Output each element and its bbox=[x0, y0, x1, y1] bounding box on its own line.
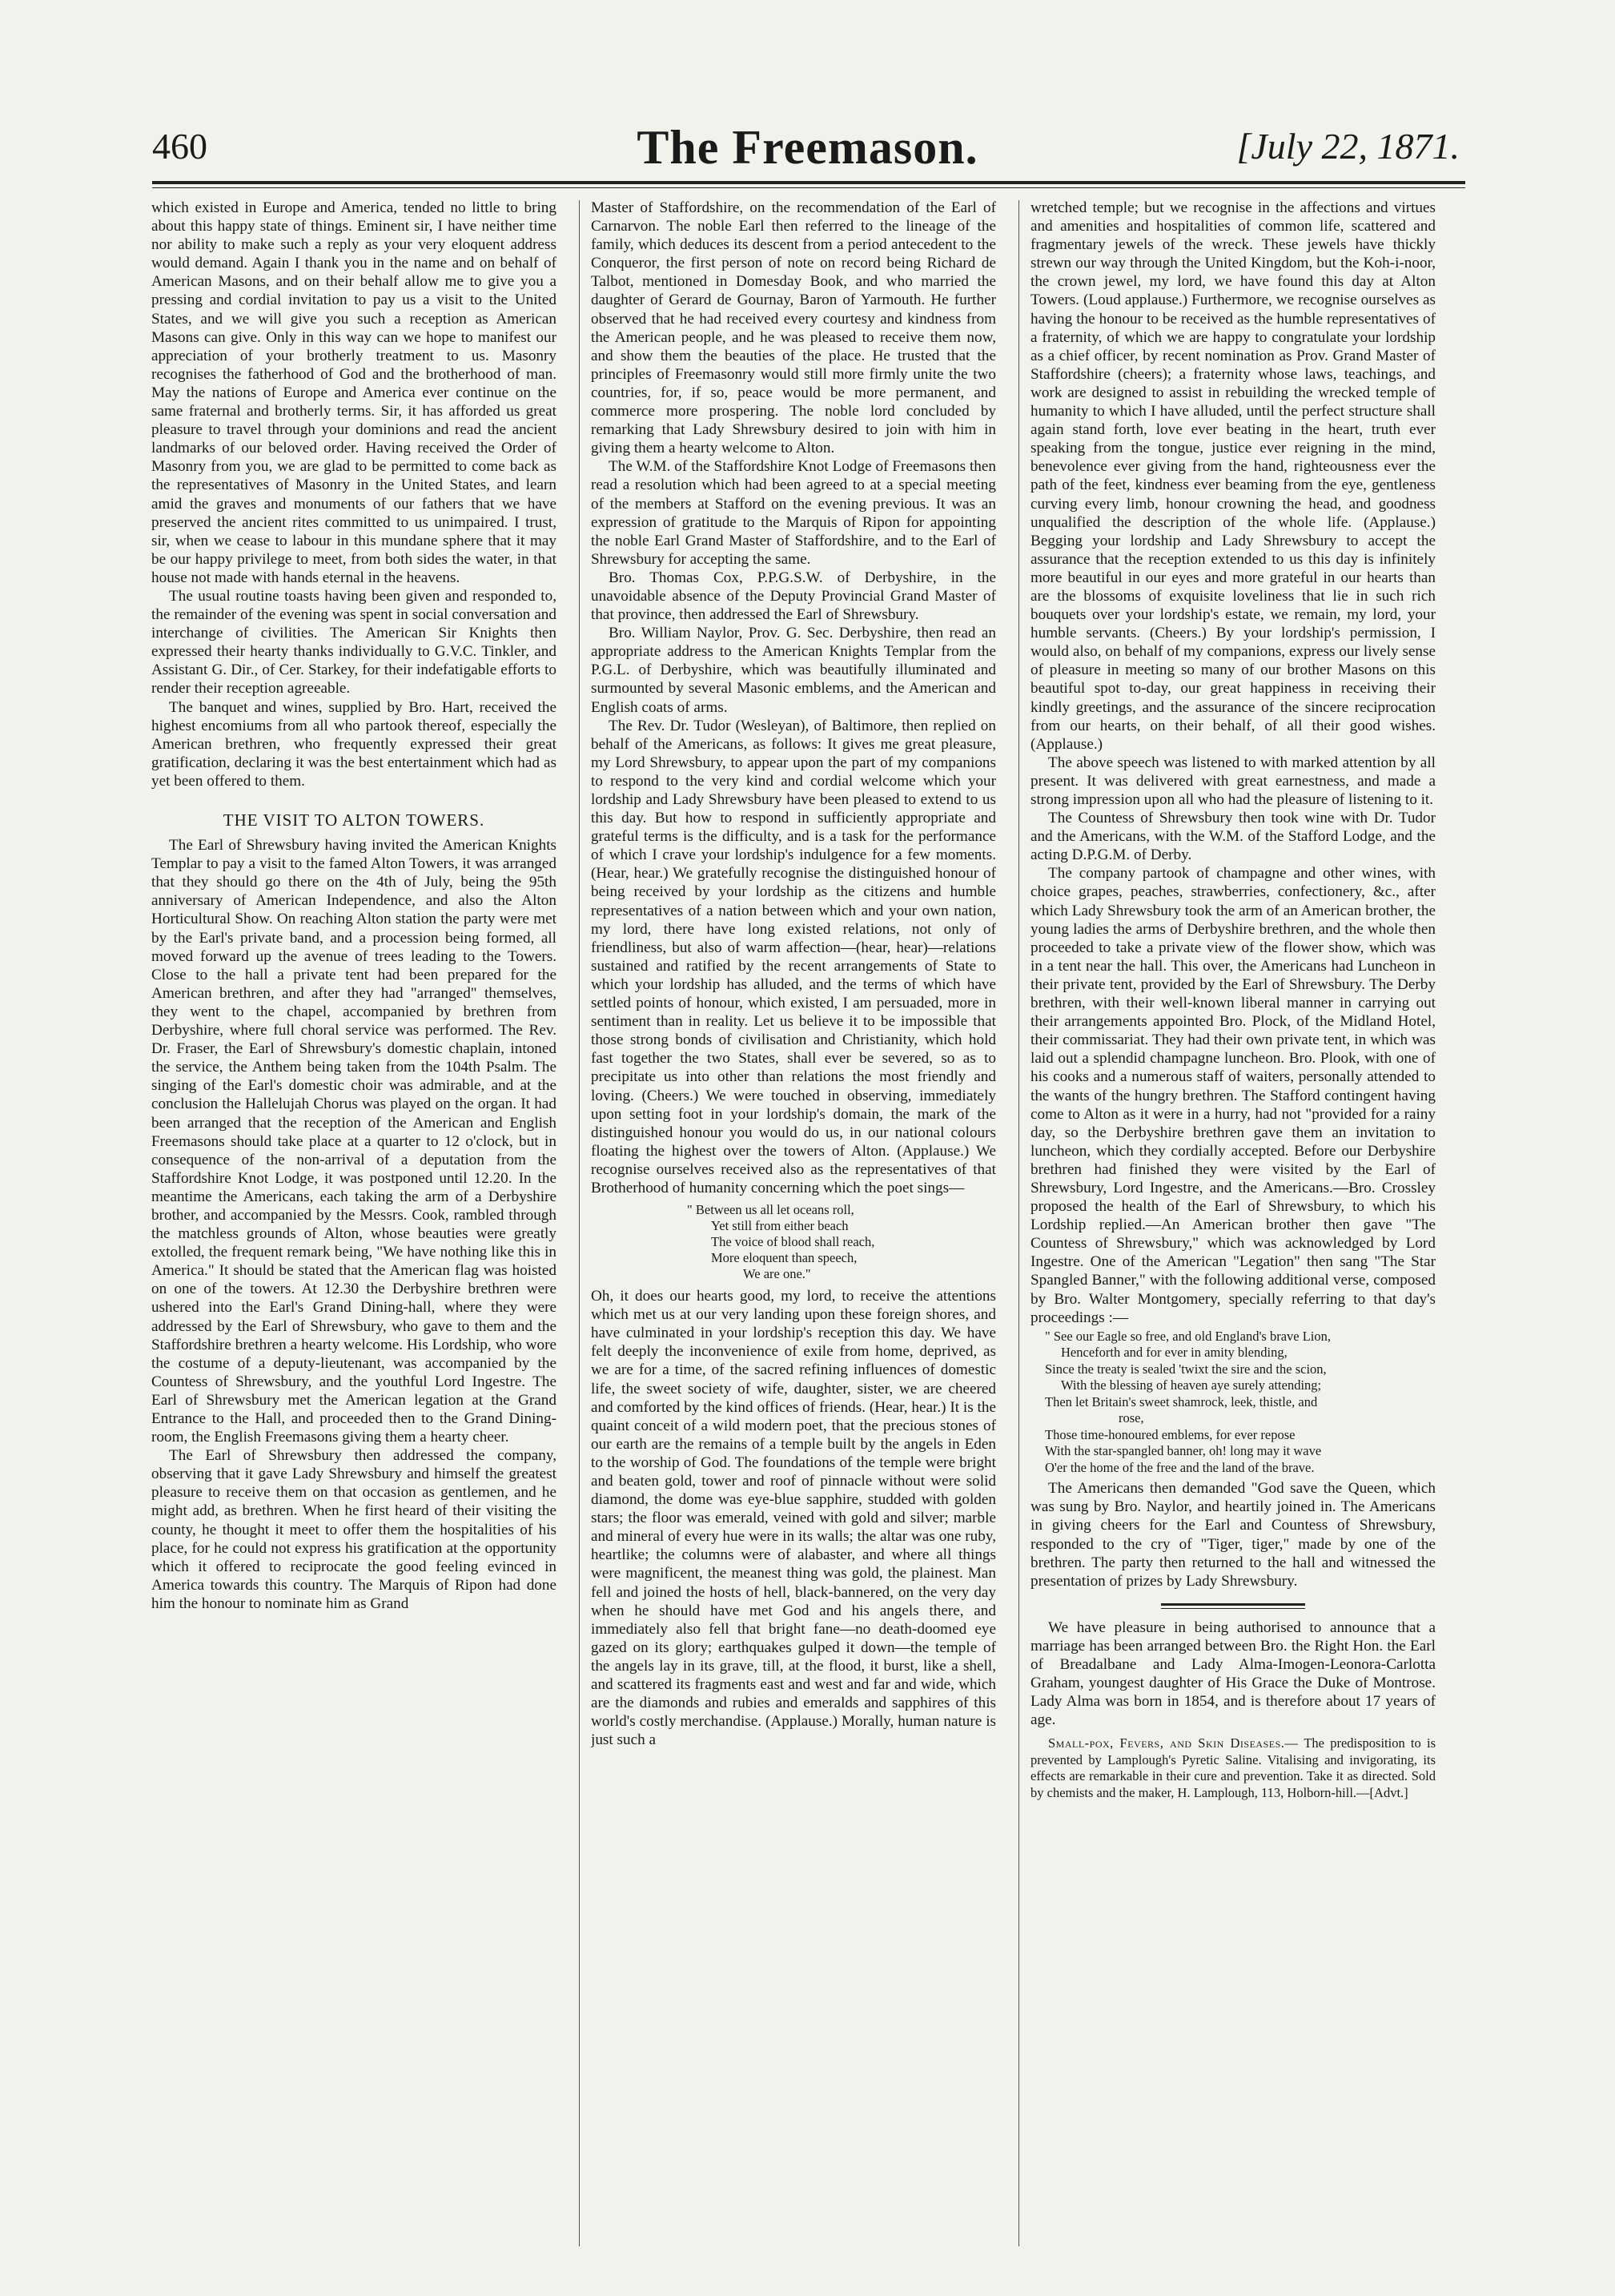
paragraph: wretched temple; but we recognise in the affections and virtues and amenities and hospitalities of common life, scattered and fragmentary jewels of the wreck. These jewels have thickly strewn our way through the United Kingdom, but the Koh-i-noor, the crown jewel, my lord, we have found this day at Alton Towers. (Loud applause.) Furthermore, we recognise ourselves as having the honour to be received as the humble representatives of a fraternity, of which we are happy to congratulate your lordship as a chief officer, by recent nomination as Prov. Grand Master of Staffordshire (cheers); a fraternity whose laws, teachings, and work are designed to assist in rebuilding the wrecked temple of humanity to which I have alluded, until the perfect structure shall again stand forth, love ever beating in the heart, truth ever speaking from the tongue, justice ever reigning in the mind, benevolence ever giving from the hand, righteousness ever the path of the feet, kindness ever beaming from the eye, gentleness curving every limb, honour crowning the head, and goodness unqualified the description of the whole life. (Applause.) Begging your lordship and Lady Shrewsbury to accept the assurance that the reception extended to us this day is infinitely more beautiful in our eyes and more grateful in our hearts than are the blossoms of exquisite loveliness that lie in such rich bouquets over your lordship's estate, we remain, my lord, your humble servants. (Cheers.) By your lordship's permission, I would also, on behalf of my companions, express our lively sense of pleasure in meeting so many of our brother Masons on this beautiful spot to-day, our great happiness in receiving their kindly greetings, and the assurance of the sincere reciprocation from our hearts, on their behalf, of all their good wishes. (Applause.) bbox=[1030, 199, 1436, 753]
masthead bbox=[144, 120, 1471, 184]
verse-line: Those time-honoured emblems, for ever repose bbox=[1045, 1426, 1296, 1442]
paragraph: The Earl of Shrewsbury having invited the American Knights Templar to pay a visit to the famed Alton Towers, it was arranged that they should go there on the 4th of July, being the 95th anniversary of American Independence, and also the Alton Horticultural Show. On reaching Alton station the party were met by the Earl's private band, and a procession being formed, all moved forward up the avenue of trees leading to the Towers. Close to the hall a private tent had been prepared for the American brethren, and after they had "arranged" themselves, they went to the chapel, accompanied by brethren from Derbyshire, where full choral service was performed. The Rev. Dr. Fraser, the Earl of Shrewsbury's domestic chaplain, intoned the service, the Anthem being taken from the 104th Psalm. The singing of the Earl's domestic choir was admirable, and at the conclusion the Hallelujah Chorus was played on the organ. It had been arranged that the reception of the American and English Freemasons should take place at a quarter to 12 o'clock, but in consequence of the non-arrival of a deputation from the Staffordshire Knot Lodge, it was postponed until 12.20. In the meantime the Americans, each taking the arm of a Derbyshire brother, and accompanied by the Messrs. Cook, rambled through the matchless grounds of Alton, whose beauties were greatly extolled, the frequent remark being, "We have nothing like this in America." It should be stated that the American flag was hoisted on one of the towers. At 12.30 the Derbyshire brethren were ushered into the Earl's Grand Dining-hall, where they were addressed by the Earl of Shrewsbury, who gave to them and the Staffordshire brethren a hearty welcome. His Lordship, who wore the costume of a deputy-lieutenant, was accompanied by the Countess of Shrewsbury, and the youthful Lord Ingestre. The Earl of Shrewsbury met the American legation at the Grand Entrance to the Hall, and proceeded then to the Grand Dining-room, the English Freemasons giving them a hearty cheer. bbox=[151, 837, 556, 1446]
column-divider bbox=[579, 200, 580, 2246]
column-3 bbox=[1030, 199, 1436, 2249]
verse-line: With the blessing of heaven aye surely attending; bbox=[1061, 1377, 1322, 1393]
column-2 bbox=[591, 199, 996, 2249]
verse-block bbox=[591, 1202, 996, 1282]
verse-line: Since the treaty is sealed 'twixt the sire and the scion, bbox=[1045, 1361, 1327, 1377]
paragraph: Master of Staffordshire, on the recommendation of the Earl of Carnarvon. The noble Earl then referred to the lineage of the family, which deduces its descent from a period antecedent to the Conqueror, the first person of note on record being Richard de Talbot, mentioned in Domesday Book, and who married the daughter of Gerard de Gournay, Baron of Yarmouth. He further observed that he had received every courtesy and kindness from the American people, and he was pleased to receive them now, and show them the beauties of the place. He trusted that the principles of Freemasonry would still more firmly unite the two countries, for, if so, peace would be more permanent, and commerce more prospering. The noble lord concluded by remarking that Lady Shrewsbury desired to join with him in giving them a hearty welcome to Alton. bbox=[591, 199, 996, 457]
verse-line: O'er the home of the free and the land of the brave. bbox=[1045, 1459, 1315, 1475]
column-1 bbox=[151, 199, 556, 2249]
verse-line: " See our Eagle so free, and old England's brave Lion, bbox=[1045, 1328, 1332, 1344]
paragraph: The company partook of champagne and other wines, with choice grapes, peaches, strawberries, confectionery, &c., after which Lady Shrewsbury took the arm of an American brother, the young ladies the arms of Derbyshire brethren, and the whole then proceeded to take a private view of the flower show, which was in a tent near the hall. This over, the Americans had Luncheon in their private tent, provided by the Earl of Shrewsbury. The Derby brethren, with their well-known liberal manner in carrying out their arrangements appointed Bro. Plock, of the Midland Hotel, their commissariat. They had their own private tent, in which was laid out a splendid champagne luncheon. Bro. Plook, with one of his cooks and a numerous staff of waiters, personally attended to the wants of the hungry brethren. The Stafford contingent having come to Alton as it were in a hurry, had not "provided for a rainy day, so the Derbyshire brethren gave them an invitation to luncheon, which they cordially accepted. Before our Derbyshire brethren had finished they were visited by the Earl of Shrewsbury, Lord Ingestre, and the Americans.—Bro. Crossley proposed the health of the Earl of Shrewsbury, to which his Lordship replied.—An American brother then gave "The Countess of Shrewsbury," which was acknowledged by Lord Ingestre. One of the American "Legation" then sang "The Star Spangled Banner," with the following additional verse, composed by Bro. Walter Montgomery, specially referring to that day's proceedings :— bbox=[1030, 865, 1436, 1326]
section-heading: THE VISIT TO ALTON TOWERS. bbox=[223, 810, 485, 830]
masthead-rule-thin bbox=[152, 187, 1465, 188]
verse-line: We are one." bbox=[743, 1266, 811, 1282]
paragraph: The Countess of Shrewsbury then took wine with Dr. Tudor and the Americans, with the W.M. of the Stafford Lodge, and the acting D.P.G.M. of Derby. bbox=[1030, 810, 1436, 864]
issue-date: [July 22, 1871. bbox=[1236, 126, 1460, 167]
section-divider bbox=[1161, 1603, 1305, 1606]
paragraph: The Americans then demanded "God save the Queen, which was sung by Bro. Naylor, and heartily joined in. The Americans in giving cheers for the Earl and Countess of Shrewsbury, responded to the cry of "Tiger, tiger," made by one of the brethren. The party then returned to the hall and witnessed the presentation of prizes by Lady Shrewsbury. bbox=[1030, 1480, 1436, 1590]
paragraph: The W.M. of the Staffordshire Knot Lodge of Freemasons then read a resolution which had been agreed to at a special meeting of the members at Stafford on the evening previous. It was an expression of gratitude to the Marquis of Ripon for appointing the noble Earl Grand Master of Staffordshire, and to the Earl of Shrewsbury for accepting the same. bbox=[591, 458, 996, 568]
verse-line: More eloquent than speech, bbox=[711, 1250, 858, 1266]
paper-title: The Freemason. bbox=[637, 121, 978, 174]
advert-body: The predisposition to is prevented by Lamplough's Pyretic Saline. Vitalising and invigorating, its effects are remarkable in their cure and prevention. Take it as directed. Sold by chemists and the maker, H. Lamplough, 113, Holborn-hill.—[Advt.] bbox=[1030, 1735, 1436, 1800]
advertisement bbox=[1030, 1735, 1436, 1801]
paragraph: which existed in Europe and America, tended no little to bring about this happy state of things. Eminent sir, I have neither time nor ability to make such a reply as your very eloquent address would demand. Again I thank you in the name and on behalf of American Masons, and on their behalf allow me to give you a pressing and cordial invitation to pay us a visit to the United States, and we will give you such a reception as American Masons can give. Only in this way can we hope to manifest our appreciation of your brotherly treatment to us. Masonry recognises the fatherhood of God and the brotherhood of man. May the nations of Europe and America ever continue on the same fraternal and brotherly terms. Sir, it has afforded us great pleasure to travel through your dominions and read the ancient landmarks of our beloved order. Having received the Order of Masonry from you, we are glad to be permitted to come back as the representatives of Masonry in the United States, and learn amid the graves and monuments of our fathers that we have preserved the ancient rites committed to us unimpaired. I trust, sir, when we cease to labour in this mundane sphere that it may be our happy privilege to meet, from both sides the water, in that house not made with hands eternal in the heavens. bbox=[151, 199, 556, 586]
paragraph: Bro. Thomas Cox, P.P.G.S.W. of Derbyshire, in the unavoidable absence of the Deputy Provincial Grand Master of that province, then addressed the Earl of Shrewsbury. bbox=[591, 569, 996, 624]
paragraph: The banquet and wines, supplied by Bro. Hart, received the highest encomiums from all who partook thereof, especially the American brethren, who frequently expressed their great gratification, declaring it was the best entertainment which had as yet been offered to them. bbox=[151, 698, 556, 790]
verse-line: The voice of blood shall reach, bbox=[711, 1234, 875, 1250]
column-divider bbox=[1018, 200, 1019, 2246]
paragraph: The above speech was listened to with marked attention by all present. It was delivered with great earnestness, and made a strong impression upon all who had the pleasure of listening to it. bbox=[1030, 754, 1436, 808]
paragraph: We have pleasure in being authorised to announce that a marriage has been arranged between Bro. the Right Hon. the Earl of Breadalbane and Lady Alma-Imogen-Leonora-Carlotta Graham, youngest daughter of His Grace the Duke of Montrose. Lady Alma was born in 1854, and is therefore about 17 years of age. bbox=[1030, 1618, 1436, 1729]
paragraph: Oh, it does our hearts good, my lord, to receive the attentions which met us at our very landing upon these foreign shores, and have culminated in your lordship's reception this day. We have felt deeply the inconvenience of exile from home, deprived, as we are for a time, of the sacred refining influences of domestic life, the sweet society of wife, daughter, sister, we are cheered and comforted by the kind offices of friends. (Hear, hear.) It is the quaint conceit of a wild modern poet, that the precious stones of our earth are the remains of a temple built by the angels in Eden to the worship of God. The foundations of the temple were bright and beaten gold, tower and roof of pinnacle without were solid diamond, the dome was eye-blue sapphire, studded with golden stars; the floor was emerald, veined with gold and silver; marble and mineral of every hue were in its walls; the altar was one ruby, heartlike; the columns were of alabaster, and where all things were magnificent, the meanest thing was gold, the plainest. Man fell and joined the hosts of hell, black-bannered, on the very day when he should have met God and his angels there, and immediately also fell that bright fane—no death-doomed eye gazed on its glory; earthquakes gulped it down—the temple of the angels lay in its grave, till, at the flood, it burst, like a shell, and scattered its fragments east and west and far and wide, which are the diamonds and rubies and emeralds and sapphires of this world's costly merchandise. (Applause.) Morally, human nature is just such a bbox=[591, 1288, 996, 1749]
verse-line: rose, bbox=[1119, 1410, 1144, 1426]
verse-line: Then let Britain's sweet shamrock, leek, thistle, and bbox=[1045, 1393, 1318, 1409]
paragraph: The Rev. Dr. Tudor (Wesleyan), of Baltimore, then replied on behalf of the Americans, as follows: It gives me great pleasure, my Lord Shrewsbury, to appear upon the part of my companions to respond to the very kind and cordial welcome which your lordship and Lady Shrewsbury have been pleased to extend to us this day. But how to respond in sufficiently appropriate and grateful terms is the difficulty, and is a task for the performance of which I crave your lordship's indulgence for a few moments. (Hear, hear.) We gratefully recognise the distinguished honour of being received by your lordship as the citizens and humble representatives of a nation between which and your own nation, my lord, there have long existed relations, not only of friendliness, but also of warm affection—(hear, hear)—relations sustained and ratified by the recent arrangements of State to which your lordship has alluded, and the terms of which have settled points of honour, which existed, I am persuaded, more in sentiment than in reality. Let us believe it to be impossible that those strong bonds of civilisation and Christianity, which hold fast together the two States, shall ever be severed, so as to precipitate us into other than relations the most friendly and loving. (Cheers.) We were touched in observing, immediately upon setting foot in your lordship's domain, the mark of the distinguished honour you would do us, in our national colours floating the highest over the towers of Alton. (Applause.) We recognise ourselves received also as the representatives of that Brotherhood of humanity concerning which the poet sings— bbox=[591, 717, 996, 1196]
verse-line: Henceforth and for ever in amity blending, bbox=[1061, 1345, 1288, 1361]
paragraph: The usual routine toasts having been given and responded to, the remainder of the evening was spent in social conversation and interchange of civilities. The American Sir Knights then expressed their hearty thanks individually to G.V.C. Tinkler, and Assistant G. Dir., of Cer. Starkey, for their indefatigable efforts to render their reception agreeable. bbox=[151, 587, 556, 698]
verse-line: With the star-spangled banner, oh! long may it wave bbox=[1045, 1443, 1322, 1459]
verse-block bbox=[1030, 1329, 1436, 1477]
masthead-rule bbox=[152, 181, 1465, 184]
verse-line: Yet still from either beach bbox=[711, 1218, 849, 1234]
verse-line: " Between us all let oceans roll, bbox=[687, 1202, 854, 1218]
advert-title: Small-pox, Fevers, and Skin Diseases.— bbox=[1048, 1735, 1299, 1751]
paragraph: Bro. William Naylor, Prov. G. Sec. Derbyshire, then read an appropriate address to the American Knights Templar from the P.G.L. of Derbyshire, which was beautifully illuminated and surmounted by several Masonic emblems, and the American and English coats of arms. bbox=[591, 625, 996, 716]
paragraph: The Earl of Shrewsbury then addressed the company, observing that it gave Lady Shrewsbury and himself the greatest pleasure to receive them on that occasion as gentlemen, and he might add, as brethren. When he first heard of their visiting the county, he thought it meet to offer them the hospitalities of his place, for he could not express his gratification at the opportunity which it offered to reciprocate the good feeling evinced in America towards this country. The Marquis of Ripon had done him the honour to nominate him as Grand bbox=[151, 1447, 556, 1612]
page-number: 460 bbox=[152, 126, 207, 167]
